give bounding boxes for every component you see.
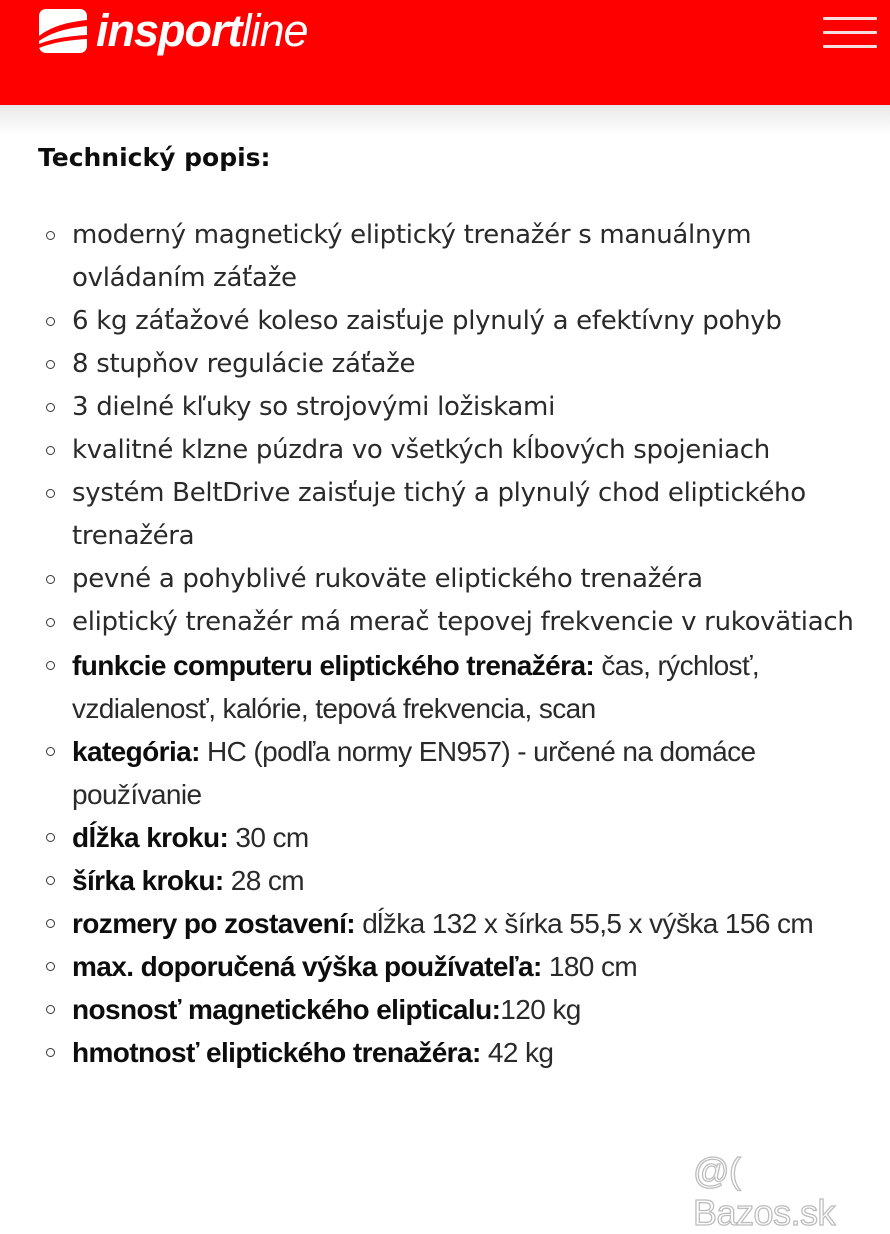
spec-max-load: nosnosť magnetického elipticalu:120 kg <box>38 988 890 1031</box>
circle-bullet-icon <box>46 1048 55 1057</box>
circle-bullet-icon <box>46 962 55 971</box>
list-item: eliptický trenažér má merač tepovej frekvencie v rukovätiach <box>38 601 890 644</box>
brand-logo[interactable] <box>38 6 308 56</box>
circle-bullet-icon <box>46 360 55 369</box>
spec-max-user-height: max. doporučená výška používateľa: 180 cm <box>38 945 890 988</box>
hamburger-line <box>823 45 877 48</box>
circle-bullet-icon <box>46 661 55 670</box>
spec-weight: hmotnosť eliptického trenažéra: 42 kg <box>38 1031 890 1074</box>
bazos-watermark: @( Bazos.sk <box>693 1150 836 1233</box>
circle-bullet-icon <box>46 489 55 498</box>
circle-bullet-icon <box>46 231 55 240</box>
hamburger-line <box>823 31 877 34</box>
list-item: systém BeltDrive zaisťuje tichý a plynulý chod eliptického trenažéra <box>38 472 890 558</box>
circle-bullet-icon <box>46 403 55 412</box>
list-item: pevné a pohyblivé rukoväte eliptického trenažéra <box>38 558 890 601</box>
circle-bullet-icon <box>46 575 55 584</box>
circle-bullet-icon <box>46 317 55 326</box>
spec-stride-width: šírka kroku: 28 cm <box>38 859 890 902</box>
spec-stride-length: dĺžka kroku: 30 cm <box>38 816 890 859</box>
circle-bullet-icon <box>46 1005 55 1014</box>
circle-bullet-icon <box>46 618 55 627</box>
circle-bullet-icon <box>46 833 55 842</box>
spec-list <box>38 214 890 1074</box>
list-item: 6 kg záťažové koleso zaisťuje plynulý a efektívny pohyb <box>38 300 890 343</box>
circle-bullet-icon <box>46 446 55 455</box>
list-item: kvalitné klzne púzdra vo všetkých kĺbových spojeniach <box>38 429 890 472</box>
spec-dimensions: rozmery po zostavení: dĺžka 132 x šírka 55,5 x výška 156 cm <box>38 902 890 945</box>
brand-name: insportline <box>96 5 308 56</box>
hamburger-menu-icon <box>823 17 877 20</box>
site-header <box>0 0 890 105</box>
circle-bullet-icon <box>46 876 55 885</box>
list-item: 3 dielné kľuky so strojovými ložiskami <box>38 386 890 429</box>
spec-category: kategória: HC (podľa normy EN957) - určené na domáce používanie <box>38 730 890 816</box>
circle-bullet-icon <box>46 919 55 928</box>
hamburger-menu-button[interactable] <box>820 14 878 48</box>
technical-description <box>38 138 890 1068</box>
insportline-logo-icon <box>38 8 88 54</box>
list-item: 8 stupňov regulácie záťaže <box>38 343 890 386</box>
section-title: Technický popis: <box>38 143 271 172</box>
list-item: moderný magnetický eliptický trenažér s manuálnym ovládaním záťaže <box>38 214 890 300</box>
circle-bullet-icon <box>46 747 55 756</box>
header-shadow <box>0 105 890 135</box>
spec-computer-functions: funkcie computeru eliptického trenažéra: čas, rýchlosť, vzdialenosť, kalórie, tepová frekvencia, scan <box>38 644 890 730</box>
